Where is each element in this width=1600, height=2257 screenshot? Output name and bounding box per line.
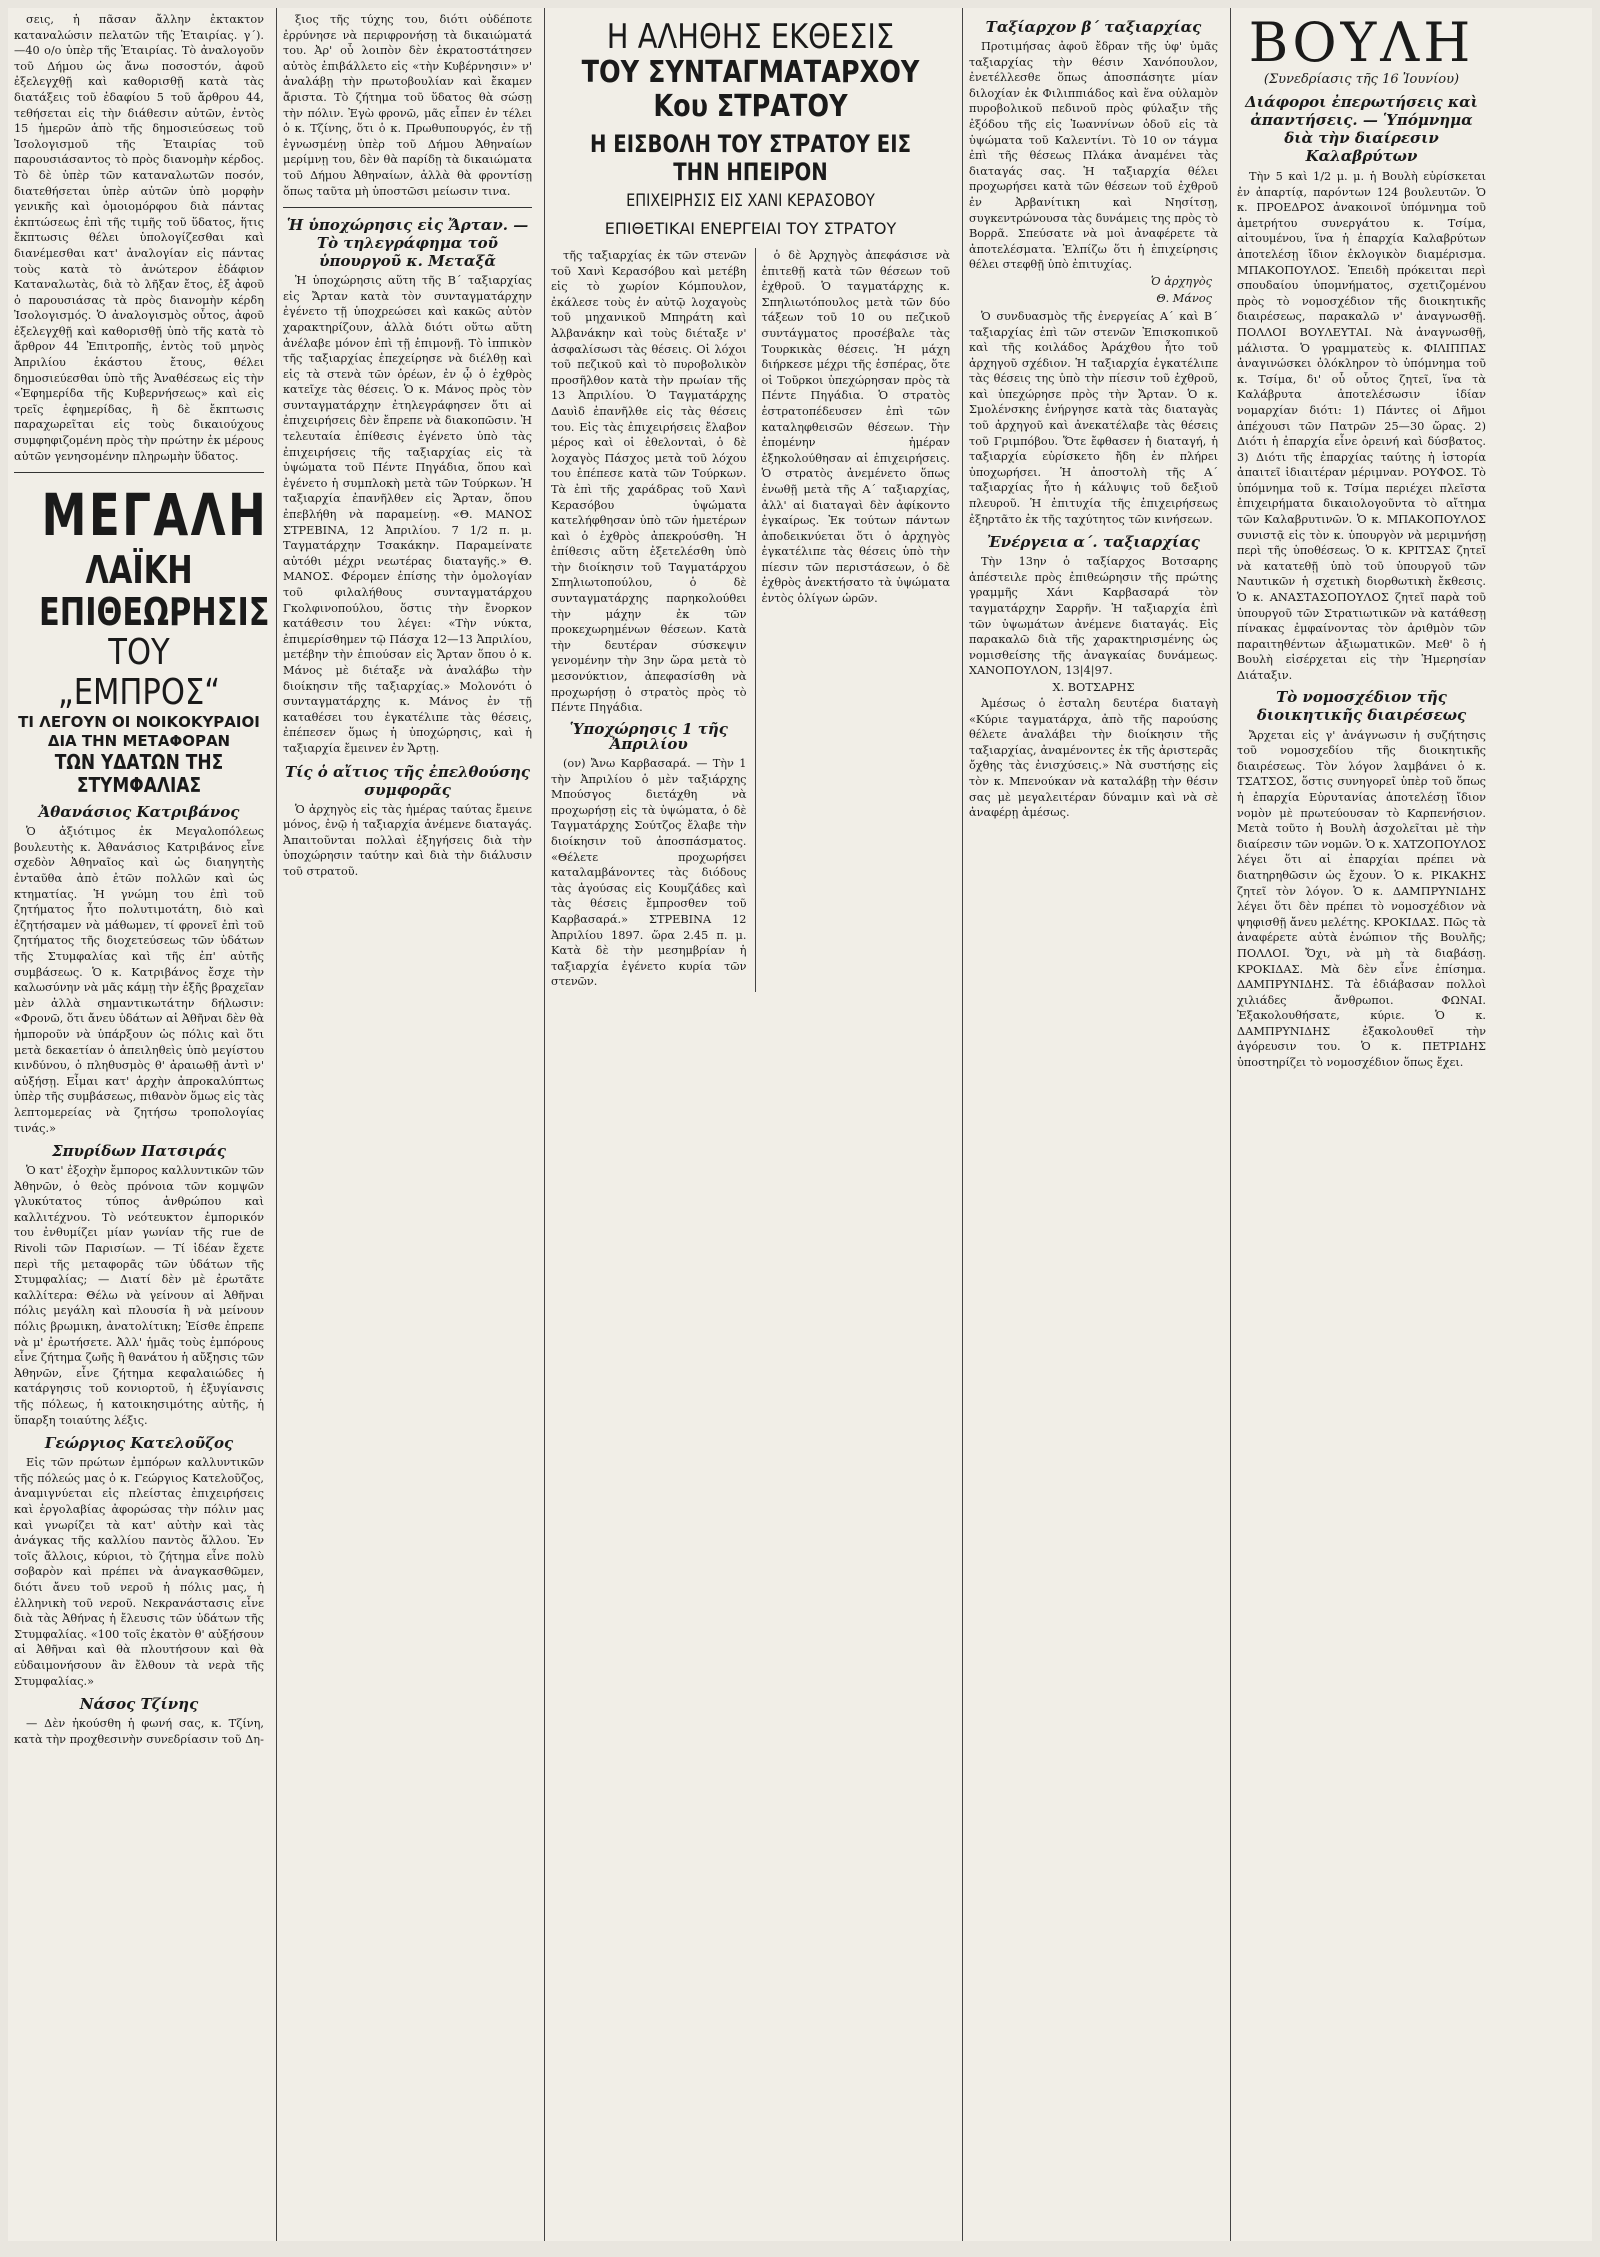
column-4 bbox=[962, 8, 1224, 2241]
paragraph: Προτιμήσας ἀφοῦ ἔδραν τῆς ὑφ' ὑμᾶς ταξιαρχίας τὴν θέσιν Χανόπουλον, ἐνετέλλεσθε ὅπως ἀποσπάσητε μίαν διλοχίαν ἐκ Φιλιππιάδος καὶ ἕνα οὐλαμὸν πυροβολικοῦ πεδινοῦ πρὸς φύλαξιν τῆς ἐξόδου τῆς εἰς Ἰωαννίνων ὁδοῦ εἰς τὰ ὑψώματα τοῦ Καλεντίνι. Τὸ 10 ον τάγμα ἐπὶ τῆς θέσεως Πλάκα ἀναμένει τὰς διαταγάς σας. Ἡ ταξιαρχία θέλει προχωρήσει κατὰ τῶν θέσεων τοῦ ἐχθροῦ ἐν Ἀρβανίτικη καὶ Νησίτσῃ, συγκεντρώνουσα τὰς δυνάμεις της πρὸς τὸ Βορρᾶ. Σπεύσατε νὰ μοὶ ἀναφέρετε τὰ ἀποτελέσματα. Ἐλπίζω ὅτι ἡ ἐπιχείρησις θέλει στεφθῇ ὑπὸ ἐπιτυχίας. bbox=[969, 40, 1218, 272]
headline-laiki: ΛΑΪΚΗ ΕΠΙΘΕΩΡΗΣΙΣ bbox=[39, 548, 270, 635]
paragraph: Ἄρχεται εἰς γ' ἀνάγνωσιν ἡ συζήτησις τοῦ νομοσχεδίου τῆς διοικητικῆς διαιρέσεως. Τὸν λόγον λαμβάνει ὁ κ. ΤΣΑΤΣΟΣ, ὅστις συνηγορεῖ ὑπὲρ τοῦ ὅπως ἡ ἐπαρχία Εὐρυτανίας ἀποτελέσῃ ἴδιον νομὸν μὲ πρωτεύουσαν τὸ Καρπενήσιον. Μετὰ τοῦτο ἡ Βουλὴ ἀσχολεῖται μὲ τὴν διαίρεσιν τῶν νομῶν. Ὁ κ. ΧΑΤΖΟΠΟΥΛΟΣ λέγει ὅτι αἱ ἐπαρχίαι πρέπει νὰ διατηρηθῶσιν ὡς ἔχουν. Ὁ κ. ΡΙΚΑΚΗΣ ζητεῖ τὸν λόγον. Ὁ κ. ΔΑΜΠΡΥΝΙΔΗΣ λέγει ὅτι δὲν πρέπει τὸ νομοσχέδιον νὰ ψηφισθῇ ἄνευ μελέτης. ΚΡΟΚΙΔΑΣ. Πῶς τὰ ἀναφέρετε αὐτὰ ἐνώπιον τῆς Βουλῆς; ΠΟΛΛΟΙ. Ὄχι, νὰ μὴ τὰ διαβάσῃ. ΚΡΟΚΙΔΑΣ. Μὰ δὲν εἶνε ἐπίσημα. ΔΑΜΠΡΥΝΙΔΗΣ. Τὰ ἐδιάβασαν πολλοὶ χιλιάδες ἄνθρωποι. ΦΩΝΑΙ. Ἐξακολουθήσατε, κύριε. Ὁ κ. ΔΑΜΠΡΥΝΙΔΗΣ ἐξακολουθεῖ τὴν ἀγόρευσιν του. Ὁ κ. ΠΕΤΡΙΔΗΣ ὑποστηρίζει τὸ νομοσχέδιον ὅπως ἔχει. bbox=[1237, 728, 1486, 1070]
column-2 bbox=[276, 8, 538, 2241]
headline-epixeirisis: ΕΠΙΧΕΙΡΗΣΙΣ ΕΙΣ ΧΑΝΙ ΚΕΡΑΣΟΒΟΥ bbox=[626, 191, 875, 211]
subhead-nomosxedio: Τὸ νομοσχέδιον τῆς διοικητικῆς διαιρέσεως bbox=[1256, 687, 1467, 724]
headline-eisvoli: Η ΕΙΣΒΟΛΗ ΤΟΥ ΣΤΡΑΤΟΥ ΕΙΣ ΤΗΝ ΗΠΕΙΡΟΝ bbox=[589, 130, 912, 186]
section-title-vouli: ΒΟΥΛΗ bbox=[1248, 11, 1475, 74]
subhead-taxiarchon: Ταξίαρχον β΄ ταξιαρχίας bbox=[985, 18, 1202, 36]
paragraph: τῆς ταξιαρχίας ἐκ τῶν στενῶν τοῦ Χανὶ Κερασόβου καὶ μετέβη εἰς τὸ χωρίον Κόμπουλον, ἐκάλεσε τοὺς ἐν αὐτῷ λοχαγοὺς τοῦ μηχανικοῦ Μπηράτη καὶ Ἀλβανάκην καὶ τοὺς διέταξε ν' ἀσφαλίσωσι τὰς θέσεις. Οἱ λόχοι τοῦ πεζικοῦ καὶ τὸ πυροβολικὸν προσῆλθον κατὰ τὴν πρωίαν τῆς 13 Ἀπριλίου. Ὁ Ταγματάρχης Δαυὶδ ἐπανῆλθε εἰς τὰς θέσεις του. Εἰς τὰς ἐπιχειρήσεις ἔλαβον μέρος καὶ οἱ ἐθελονταὶ, ὁ δὲ λοχαγὸς Πάσχος μετὰ τοῦ λόχου του ἐπέπεσε κατὰ τῶν Τούρκων. Τὰ ἐπὶ τῆς χαράδρας τοῦ Χανὶ Κερασόβου ὑψώματα κατελήφθησαν ὑπὸ τῶν ἡμετέρων καὶ ὁ ἐχθρὸς ἀπεκρούσθη. Ἡ ἐπίθεσις αὕτη ἐξετελέσθη ὑπὸ τὴν διοίκησιν τοῦ Ταγματάρχου Σπηλιωτοπούλου, ὁ δὲ συνταγματάρχης παρηκολούθει τὴν μάχην ἐκ τῶν προκεχωρημένων θέσεων. Κατὰ τὴν δευτέραν σύσκεψιν γενομένην τὴν 3ην ὥρα μετὰ τὸ μεσονύκτιον, ἀπεφασίσθη νὰ προχωρήσῃ ὁ στρατὸς πρὸς τὸ Πέντε Πηγάδια. bbox=[551, 249, 747, 715]
subhead-ydaton: ΤΩΝ ΥΔΑΤΩΝ ΤΗΣ ΣΤΥΜΦΑΛΙΑΣ bbox=[54, 750, 224, 798]
paragraph: σεις, ἡ πᾶσαν ἄλλην ἐκτακτον καταναλώσιν πελατῶν τῆς Ἑταιρίας. γ΄).—40 ο/ο ὑπὲρ τῆς Ἑταιρίας. Τὸ ἀναλογοῦν τοῦ Δήμου ὡς ἄνω ποσοστόν, ἀφοῦ ἐξελεγχθῇ καὶ καθορισθῇ κατὰ τὰς διατάξεις τοῦ ἐδαφίου 5 τοῦ ἄρθρου 44, τεθήσεται εἰς τὴν διάθεσιν αὐτῶν, ἐντὸς 15 ἡμερῶν ἀπὸ τῆς δημοσιεύσεως τοῦ Ἰσολογισμοῦ τῆς Ἑταιρίας τοῦ παρουσιάσαντος τὸ πρὸς διανομὴν κέρδος. Τὸ δὲ ὑπὲρ τῶν καταναλωτῶν ποσόν, διατεθήσεται ὑπὲρ αὐτῶν ὑπὸ μορφὴν γενικῆς καὶ ὁμοιομόρφου διὰ πάντας ἐκπτώσεως ἐπὶ τῆς τιμῆς τοῦ ὕδατος, ἥτις ἔκπτωσις θέλει ὑπολογίζεσθαι καὶ διανέμεσθαι κατ' ἀναλογίαν εἰς πάντας τοὺς κατὰ τὸ ἀνώτερον ἐδάφιον Καταναλωτὰς, διὰ τὸ λῆξαν ἔτος, ἐξ ἀφοῦ ὁ παρουσιάσας τὰ πρὸς διανομὴν κέρδη Ἰσολογισμός. Ὁ ἀναλογισμὸς οὗτος, ἀφοῦ ἐξελεγχθῇ καὶ καθορισθῇ ὑπὸ τῆς κατὰ τὸ ἄρθρον 44 Ἐπιτροπῆς, ἐντὸς τοῦ μηνὸς Ἀπριλίου ἑκάστου ἔτους, θέλει δημοσιεύεσθαι ὑπὸ τῆς Ἀναθέσεως εἰς τὴν «Ἐφημερίδα τῆς Κυβερνήσεως» καὶ εἰς τρεῖς ἐφημερίδας, ἢ δὲ ἔκπτωσις παραχωρεῖται εἰς τοὺς δικαιούχους συμφηφιζομένη πρὸς τὴν πρώτην ἐκ μέρους αὐτῶν γενησομένην πληρωμὴν ὕδατος. bbox=[14, 13, 264, 463]
subhead-ypochorisis: Ὑποχώρησις 1 τῆς Ἀπριλίου bbox=[569, 719, 728, 754]
paragraph: Τὴν 5 καὶ 1/2 μ. μ. ἡ Βουλὴ εὑρίσκεται ἐν ἀπαρτίᾳ, παρόντων 124 βουλευτῶν. Ὁ κ. ΠΡΟΕΔΡΟΣ ἀνακοινοῖ ὑπόμνημα τοῦ ἀμετρήτου συνεργάτου κ. Τσίμα, αἰτουμένου, ἵνα ἡ ἐπαρχία Καλαβρύτων ἀποτελέσῃ ἴδιον ἐκλογικὸν διαμέρισμα. ΜΠΑΚΟΠΟΥΛΟΣ. Ἐπειδὴ πρόκειται περὶ σπουδαίου ὑπομνήματος, σχετιζομένου πρὸς τὸ νομοσχέδιον τῆς διοικητικῆς διαιρέσεως, παρακαλῶ ν' ἀναγνωσθῇ. ΠΟΛΛΟΙ ΒΟΥΛΕΥΤΑΙ. Νὰ ἀναγνωσθῇ, μάλιστα. Ὁ γραμματεὺς κ. ΦΙΛΙΠΠΑΣ ἀναγινώσκει ὁλόκληρον τὸ ὑπόμνημα τοῦ κ. Τσίμα, δι' οὗ οὗτος ζητεῖ, ἵνα τὰ Καλάβρυτα ἀποτελέσωσιν ἰδίαν νομαρχίαν διότι: 1) Πάντες οἱ Δῆμοι ἀπέχουσι τῶν Πατρῶν 25—30 ὥρας. 2) Διότι ἡ ἐπαρχία εἶνε ὀρεινή καὶ δύσβατος. 3) Διότι τῆς ἐπαρχίας ταύτης ἡ ἱστορία ἀπαιτεῖ ἰδιαιτέραν μέριμναν. ΡΟΥΦΟΣ. Τὸ ὑπόμνημα τοῦ κ. Τσίμα περιέχει πλεῖστα ἐπιχειρήματα δικαιολογοῦντα τὸ αἴτημα τῶν Καλαβρυτινῶν. Ὁ κ. ΜΠΑΚΟΠΟΥΛΟΣ συνιστᾷ εἰς τὸν κ. ὑπουργὸν νὰ μεριμνήσῃ περὶ τῆς ὑποθέσεως. Ὁ κ. ΚΡΙΤΣΑΣ ζητεῖ νὰ κατατεθῇ ὑπὸ τοῦ ὑπουργοῦ τῶν Ναυτικῶν ἡ σχετικὴ διορθωτικὴ ἔκθεσις. Ὁ κ. ΑΝΑΣΤΑΣΟΠΟΥΛΟΣ ζητεῖ παρὰ τοῦ ὑπουργοῦ τῶν Στρατιωτικῶν νὰ κατάθεσῃ πίνακας ἐμφαίνοντας τὸν ἀριθμὸν τῶν παραιτηθέντων ἀξιωματικῶν. Μεθ' ὃ ἡ Βουλὴ εἰσέρχεται εἰς τὴν Ἡμερησίαν Διάταξιν. bbox=[1237, 170, 1486, 682]
paragraph: Ὁ κατ' ἐξοχὴν ἔμπορος καλλυντικῶν τῶν Ἀθηνῶν, ὁ θεὸς πρόνοια τῶν κομψῶν γλυκύτατος τύπος ἀνθρώπου καὶ καλλιτέχνου. Τὸ νεότευκτον ἐμπορικόν του ἐνθυμίζει μίαν γωνίαν τῆς rue de Rivoli τῶν Παρισίων. — Τί ἰδέαν ἔχετε περὶ τῆς μεταφορᾶς τῶν ὑδάτων τῆς Στυμφαλίας; — Διατί δὲν μὲ ἐρωτᾶτε καλλίτερα: Θέλω νὰ γείνουν αἱ Ἀθῆναι πόλις μεγάλη καὶ πλουσία ἢ νὰ μείνουν πόλις βρωμικη, ἀνατολίτικη; Ἐίσθε ἐπρεπε νὰ μ' ἐρωτήσετε. Ἀλλ' ἡμᾶς τοὺς ἐμπόρους εἶνε ζήτημα ζωῆς ἢ θανάτου ἡ αὔξησις τῶν Ἀθηνῶν, εἶνε ζήτημα κεφαλαιώδες ἡ κατάργησις τοῦ κονιορτοῦ, ἡ ἐξυγίανσις τῆς πόλεως, ἡ κατοικησιμότης αὐτῆς, ἡ ὕπαρξη τοιαύτης λέξις. bbox=[14, 1164, 264, 1427]
center-subcolumns bbox=[551, 248, 950, 992]
subhead-diafora: Διάφοροι ἐπερωτήσεις καὶ ἀπαντήσεις. — Ὑπόμνημα διὰ τὴν διαίρεσιν Καλαβρύτων bbox=[1245, 93, 1478, 165]
signature-manos: Θ. Μάνος bbox=[1156, 291, 1212, 305]
subhead-katribanos: Ἀθανάσιος Κατριβάνος bbox=[38, 803, 240, 822]
paragraph: Ἡ ὑποχώρησις αὕτη τῆς Β΄ ταξιαρχίας εἰς Ἄρταν κατὰ τὸν συνταγματάρχην ἐγένετο τῇ ὑποχρεώσει καὶ κακῶς αὐτὸν χαρακτηρίζουν, ἀλλὰ διότι οὕτω αὕτη ἀνέλαβε μόνον ἐπὶ τῇ ἐπιμονῇ. Τὸ ἱππικὸν τῆς ταξιαρχίας ἐπεχείρησε νὰ διέλθῃ καὶ εἰς τὰ στενὰ τῶν ὀρέων, ἐν ᾧ ὁ ἐχθρὸς κατεῖχε τὰς θέσεις. Ὁ κ. Μάνος πρὸς τὸν συνταγματάρχην ἐτηλεγράφησεν ὅτι αἱ ἐπιχειρήσεις δὲν ἔπρεπε νὰ διακοπῶσιν. Ἡ τελευταία ἐπίθεσις ἐγένετο ὑπὸ τὰς ἐπιχειρήσεις τῆς ταξιαρχίας εἰς τὰ ὑψώματα τοῦ Πέντε Πηγάδια, ὅπου καὶ ἐγένετο ἡ συμπλοκὴ μετὰ τῶν Τούρκων. Ἡ ταξιαρχία ἐπανῆλθεν εἰς Ἄρταν, ὅπου ἐπεβλήθη νὰ παραμείνῃ. «Θ. ΜΑΝΟΣ ΣΤΡΕΒΙΝΑ, 12 Ἀπριλίου. 7 1/2 π. μ. Ταγματάρχην Τσακάκην. Παραμείνατε αὐτόθι μέχρι νεωτέρας διαταγῆς.» Θ. ΜΑΝΟΣ. Φέρομεν ἐπίσης τὴν ὁμολογίαν τοῦ φιλαλήθους συνταγματάρχου Γκολφινοπούλου, ὅστις τὴν ἔνορκον κατάθεσιν του λέγει: «Τὴν νύκτα, ἐπιμερίσθημεν τῷ Πάσχα 12—13 Ἀπριλίου, μετέβην τὴν ἐπιούσαν εἰς Ἄρταν ὅπου ὁ κ. Μάνος μὲ διέταξε νὰ ἀναλάβω τὴν διοίκησιν τῆς ταξιαρχίας.» Μολονότι ὁ συνταγματάρχης κ. Μάνος ἐν τῇ καταθέσει του ἐγκατέλιπε τὰς θέσεις, ἐπέπεσεν ὅμως ἡ ὑποχώρησις, καὶ ἡ ταξιαρχία ἔμεινεν ἐν Ἄρτῃ. bbox=[283, 274, 532, 755]
paragraph: Ὁ συνδυασμὸς τῆς ἐνεργείας Α΄ καὶ Β΄ ταξιαρχίας ἐπὶ τῶν στενῶν Ἐπισκοπικοῦ καὶ τῆς κοιλάδος Ἀράχθου ἦτο τοῦ ἀρχηγοῦ σχέδιον. Ἡ ταξιαρχία ἐγκατέλιπε τὰς θέσεις της ὑπὸ τὴν πίεσιν τοῦ ἐχθροῦ, καὶ ὑπεχώρησε πρὸς τὴν Ἄρταν. Ὁ κ. Σμολένσκης ἐνήργησε κατὰ τὰς διαταγὰς τοῦ ἀρχηγοῦ καὶ ἀνεκατέλαβε τὰς θέσεις τοῦ Γριμπόβου. Ὅτε ἔφθασεν ἡ διαταγή, ἡ ταξιαρχία εὑρίσκετο ἤδη ἐν πλήρει ὑποχωρήσει. Ἡ ἀποστολὴ τῆς Α΄ ταξιαρχίας ἦτο ἡ κάλυψις τοῦ δεξιοῦ πλευροῦ. Ἡ ἐπιτυχία τῆς ἐπιχειρήσεως ἐξηρτᾶτο ἐκ τῆς ταχύτητος τῶν κινήσεων. bbox=[969, 309, 1218, 526]
survey-header bbox=[14, 481, 270, 798]
paragraph: Τὴν 13ην ὁ ταξίαρχος Βοτσαρης ἀπέστειλε πρὸς ἐπιθεώρησιν τῆς πρώτης γραμμῆς Χάνι Καρβασαρά τὸν ταγματάρχην Σαρρῆν. Ἡ ταξιαρχία ἐπὶ τῶν ὑψωμάτων ἀνέμενε διαταγάς. Εἰς παρακαλῶ διὰ τῆς χαρακτηρισμένης ὡς νομισθείσης τῆς ἀναγκαίας δυνάμεως. ΧΑΝΟΠΟΥΛΟΝ, 13|4|97. bbox=[969, 555, 1218, 678]
paragraph: Ὁ ἀρχηγὸς εἰς τὰς ἡμέρας ταύτας ἔμεινε μόνος, ἐνῷ ἡ ταξιαρχία ἀνέμενε διαταγάς. Ἀπαιτοῦνται πολλαὶ ἐξηγήσεις διὰ τὴν ὑποχώρησιν ταύτην καὶ διὰ τὴν διάλυσιν τοῦ στρατοῦ. bbox=[283, 802, 532, 878]
center-right bbox=[755, 248, 951, 992]
subhead-artan: Ἡ ὑποχώρησις εἰς Ἄρταν. — Τὸ τηλεγράφημα τοῦ ὑπουργοῦ κ. Μεταξᾶ bbox=[286, 216, 529, 271]
center-left bbox=[551, 248, 747, 992]
main-headline-block bbox=[551, 18, 950, 240]
subhead-tsinis: Νάσος Τζίνης bbox=[79, 1695, 199, 1714]
article-water-continuation bbox=[14, 12, 264, 464]
paragraph: ξιος τῆς τύχης του, διότι οὐδέποτε ἐρρύνησε νὰ περιφρονήσῃ τὰ δικαιώματά του. Ἀρ' οὗ λοιπὸν δὲν ἐκρατοστάτησεν αὐτὸς ἐπιβάλλετο εἰς «τὴν Κυβέρνησιν» ν' ἀναλάβῃ τὴν πρωτοβουλίαν καὶ ἔκαμεν ἄριστα. Τὸ ζήτημα τοῦ ὕδατος θὰ σώσῃ τὴν πόλιν. Ἐγὼ φρονῶ, μᾶς εἶπεν ἐν τέλει ὁ κ. Τζίνης, ὅτι ὁ κ. Πρωθυπουργός, ἐν τῇ ἐγνωσμένῃ ὑπὲρ τοῦ Δήμου Ἀθηναίων μερίμνῃ του, δὲν θὰ παρίδῃ τὰ δικαιώματα τοῦ Δήμου Ἀθηναίων, ἀλλὰ θὰ φροντίσῃ ὅπως ταῦτα μὴ ὑποστῶσι μείωσιν τινα. bbox=[283, 13, 532, 198]
subhead-aitios: Τίς ὁ αἴτιος τῆς ἐπελθούσης συμφορᾶς bbox=[284, 762, 531, 799]
signature-votsaris: Χ. ΒΟΤΣΑΡΗΣ bbox=[1052, 680, 1135, 694]
headline-megali: ΜΕΓΑΛΗ bbox=[41, 481, 269, 550]
newspaper-page bbox=[8, 8, 1592, 2241]
column-1 bbox=[8, 8, 270, 2241]
subhead-katelouzos: Γεώργιος Κατελοῦζος bbox=[44, 1434, 234, 1453]
subhead-patsiras: Σπυρίδων Πατσιράς bbox=[52, 1142, 226, 1161]
paragraph: Ὁ ἀξιότιμος ἐκ Μεγαλοπόλεως βουλευτὴς κ. Ἀθανάσιος Κατριβάνος εἶνε σχεδὸν Ἀθηναῖος καὶ ὡς διαηγητὴς ἐνταῦθα ἀπὸ ἐτῶν πολλῶν καὶ ὡς κτηματίας. Ἡ γνώμη του ἐπὶ τοῦ ζητήματος ἦτο πολυτιμοτάτη, διὸ καὶ ἐζητήσαμεν νὰ μάθωμεν, τί φρονεῖ ἐπὶ τοῦ ζητήματος τῆς διοχετεύσεως τῶν ὑδάτων τῆς Στυμφαλίας καὶ τῆς ἐπ' αὐτῆς συμβάσεως. Ὁ κ. Κατριβάνος ἔσχε τὴν καλωσύνην νὰ μᾶς κάμῃ τὴν ἑξῆς βραχεῖαν μὲν ἀλλὰ σημαντικωτάτην δήλωσιν: «Φρονῶ, ὅτι ἄνευ ὑδάτων αἱ Ἀθῆναι δὲν θὰ ἠμποροῦν νὰ ὑπάρξουν ὡς πόλις καὶ ὅτι μετὰ δεκαετίαν ὁ ἀπειληθεὶς ὑπὸ μεγίστου κινδύνου, ὁ πληθυσμὸς θ' ἀραιωθῇ ἀντὶ ν' αὐξήσῃ. Εἶμαι κατ' ἀρχὴν ἀπροκαλύπτως ὑπὲρ τῆς συμβάσεως, πιθανὸν ὅμως εἰς τὰς λεπτομερείας νὰ ζητήσω τροπολογίας τινάς.» bbox=[14, 825, 264, 1135]
subhead-energeia: Ἐνέργεια α΄. ταξιαρχίας bbox=[987, 533, 1200, 552]
signature-title: Ὁ ἀρχηγὸς bbox=[1150, 274, 1212, 288]
headline-aletheis: Η ΑΛΗΘΗΣ ΕΚΘΕΣΙΣ bbox=[606, 17, 895, 57]
paragraph: ὁ δὲ Ἀρχηγὸς ἀπεφάσισε νὰ ἐπιτεθῇ κατὰ τῶν θέσεων τοῦ ἐχθροῦ. Ὁ ταγματάρχης κ. Σπηλιωτόπουλος μετὰ τῶν δύο τάξεων τοῦ 10 ου πεζικοῦ συντάγματος προσέβαλε τὰς Τουρκικὰς θέσεις. Ἡ μάχη διήρκεσε μέχρι τῆς ἑσπέρας, ὅτε οἱ Τοῦρκοι ὑπεχώρησαν πρὸς τὰ Πέντε Πηγάδια. Ὁ στρατὸς ἐστρατοπέδευσεν ἐπὶ τῶν καταληφθεισῶν θέσεων. Τὴν ἐπομένην ἡμέραν ἐξηκολούθησαν αἱ ἐπιχειρήσεις. Ὁ στρατὸς ἀνεμένετο ὅπως ἐνωθῇ μετὰ τῆς Α΄ ταξιαρχίας, ἀλλ' αἱ διαταγαὶ δὲν ἀφίκοντο ἐγκαίρως. Ἐκ τούτων πάντων ἀποδεικνύεται ὅτι ὁ ἀρχηγὸς ἐγκατέλιπε τὰς θέσεις ὑπὸ τὴν πίεσιν τῶν περιστάσεων, ὁ δὲ ἐχθρὸς ἀνεκτήσατο τὰ ὑψώματα ἐντὸς ὀλίγων ὡρῶν. bbox=[761, 249, 950, 606]
divider bbox=[14, 472, 264, 473]
paragraph: Εἰς τῶν πρώτων ἐμπόρων καλλυντικῶν τῆς πόλεώς μας ὁ κ. Γεώργιος Κατελοῦζος, ἀναμιγνύεται εἰς πλείστας ἐπιχειρήσεις καὶ ἐργολαβίας ἀφορώσας τὴν πόλιν μας καὶ γνωρίζει τὰ κατ' αὐτὴν καὶ τὰς ἀνάγκας τῆς καλλίου παντὸς ἄλλου. Ἐν τοῖς ἄλλοις, κύριοι, τὸ ζήτημα εἶνε πολὺ σοβαρὸν καὶ πρέπει νὰ ἀναγκασθῶμεν, διότι ἄνευ τοῦ νεροῦ ἡ πόλις μας, ἡ ἐλληνικὴ τοῦ νεροῦ. Νεκρανάστασις εἶνε διὰ τὰς Ἀθήνας ἡ ἔλευσις τῶν ὑδάτων τῆς Στυμφαλίας. «100 τοῖς ἑκατὸν θ' αὐξήσουν αἱ Ἀθῆναι καὶ θὰ πλουτήσουν καὶ θὰ εὐδαιμονήσουν ἂν ἔλθουν τὰ νερὰ τῆς Στυμφαλίας.» bbox=[14, 1456, 264, 1688]
column-3 bbox=[544, 8, 956, 2241]
subhead-ti-legoun: ΤΙ ΛΕΓΟΥΝ ΟΙ ΝΟΙΚΟΚΥΡΑΙΟΙ bbox=[18, 713, 260, 732]
paragraph: (ον) Ἄνω Καρβασαρά. — Τὴν 1 τὴν Ἀπριλίου ὁ μὲν ταξιάρχης Μπούσγος διετάχθη νὰ προχωρήσῃ εἰς τὰ ὑψώματα, ὁ δὲ Ταγματάρχης Σούτζος ἔλαβε τὴν διοίκησιν τοῦ ἀποσπάσματος. «Θέλετε προχωρήσει καταλαμβάνοντες τὰς διόδους τὰς ἀγούσας εἰς Κουμζάδες καὶ τὰς θέσεις ἔμπροσθεν τοῦ Καρβασαρά.» ΣΤΡΕΒΙΝΑ 12 Ἀπριλίου 1897. ὥρα 2.45 π. μ. Κατὰ δὲ τὴν μεσημβρίαν ἡ ταξιαρχία ἐγένετο κυρία τῶν στενῶν. bbox=[551, 757, 747, 989]
headline-empros: ΤΟΥ „ΕΜΠΡΟΣ“ bbox=[57, 632, 221, 714]
headline-epithetikai: ΕΠΙΘΕΤΙΚΑΙ ΕΝΕΡΓΕΙΑΙ ΤΟΥ ΣΤΡΑΤΟΥ bbox=[604, 219, 897, 238]
headline-syntagmatarchou: ΤΟΥ ΣΥΝΤΑΓΜΑΤΑΡΧΟΥ Κου ΣΤΡΑΤΟΥ bbox=[581, 55, 920, 124]
paragraph: — Δὲν ἠκούσθη ἡ φωνή σας, κ. Τζίνη, κατὰ τὴν προχθεσινὴν συνεδρίασιν τοῦ Δη- bbox=[14, 1717, 264, 1746]
session-date: (Συνεδρίασις τῆς 16 Ἰουνίου) bbox=[1263, 72, 1460, 87]
column-5 bbox=[1230, 8, 1492, 2241]
subhead-dia-tin: ΔΙΑ ΤΗΝ ΜΕΤΑΦΟΡΑΝ bbox=[47, 732, 231, 751]
paragraph: Ἀμέσως ὁ ἐσταλη δευτέρα διαταγὴ «Κύριε ταγματάρχα, ἀπὸ τῆς παρούσης θέλετε ἀναλάβει τὴν διοίκησιν τῆς ταξιαρχίας, ἀναμένοντες ἐκ τῆς ἀριστερᾶς ὄχθης τὰς ἐνισχύσεις.» Νὰ συστήσῃς εἰς τὸν κ. Μπενούκαν νὰ καταλάβῃ τὴν θέσιν σας μὲ μεγαλειτέραν δύναμιν καὶ νὰ σὲ ἀναφέρῃ ἀμέσως. bbox=[969, 696, 1218, 820]
divider bbox=[283, 207, 532, 208]
